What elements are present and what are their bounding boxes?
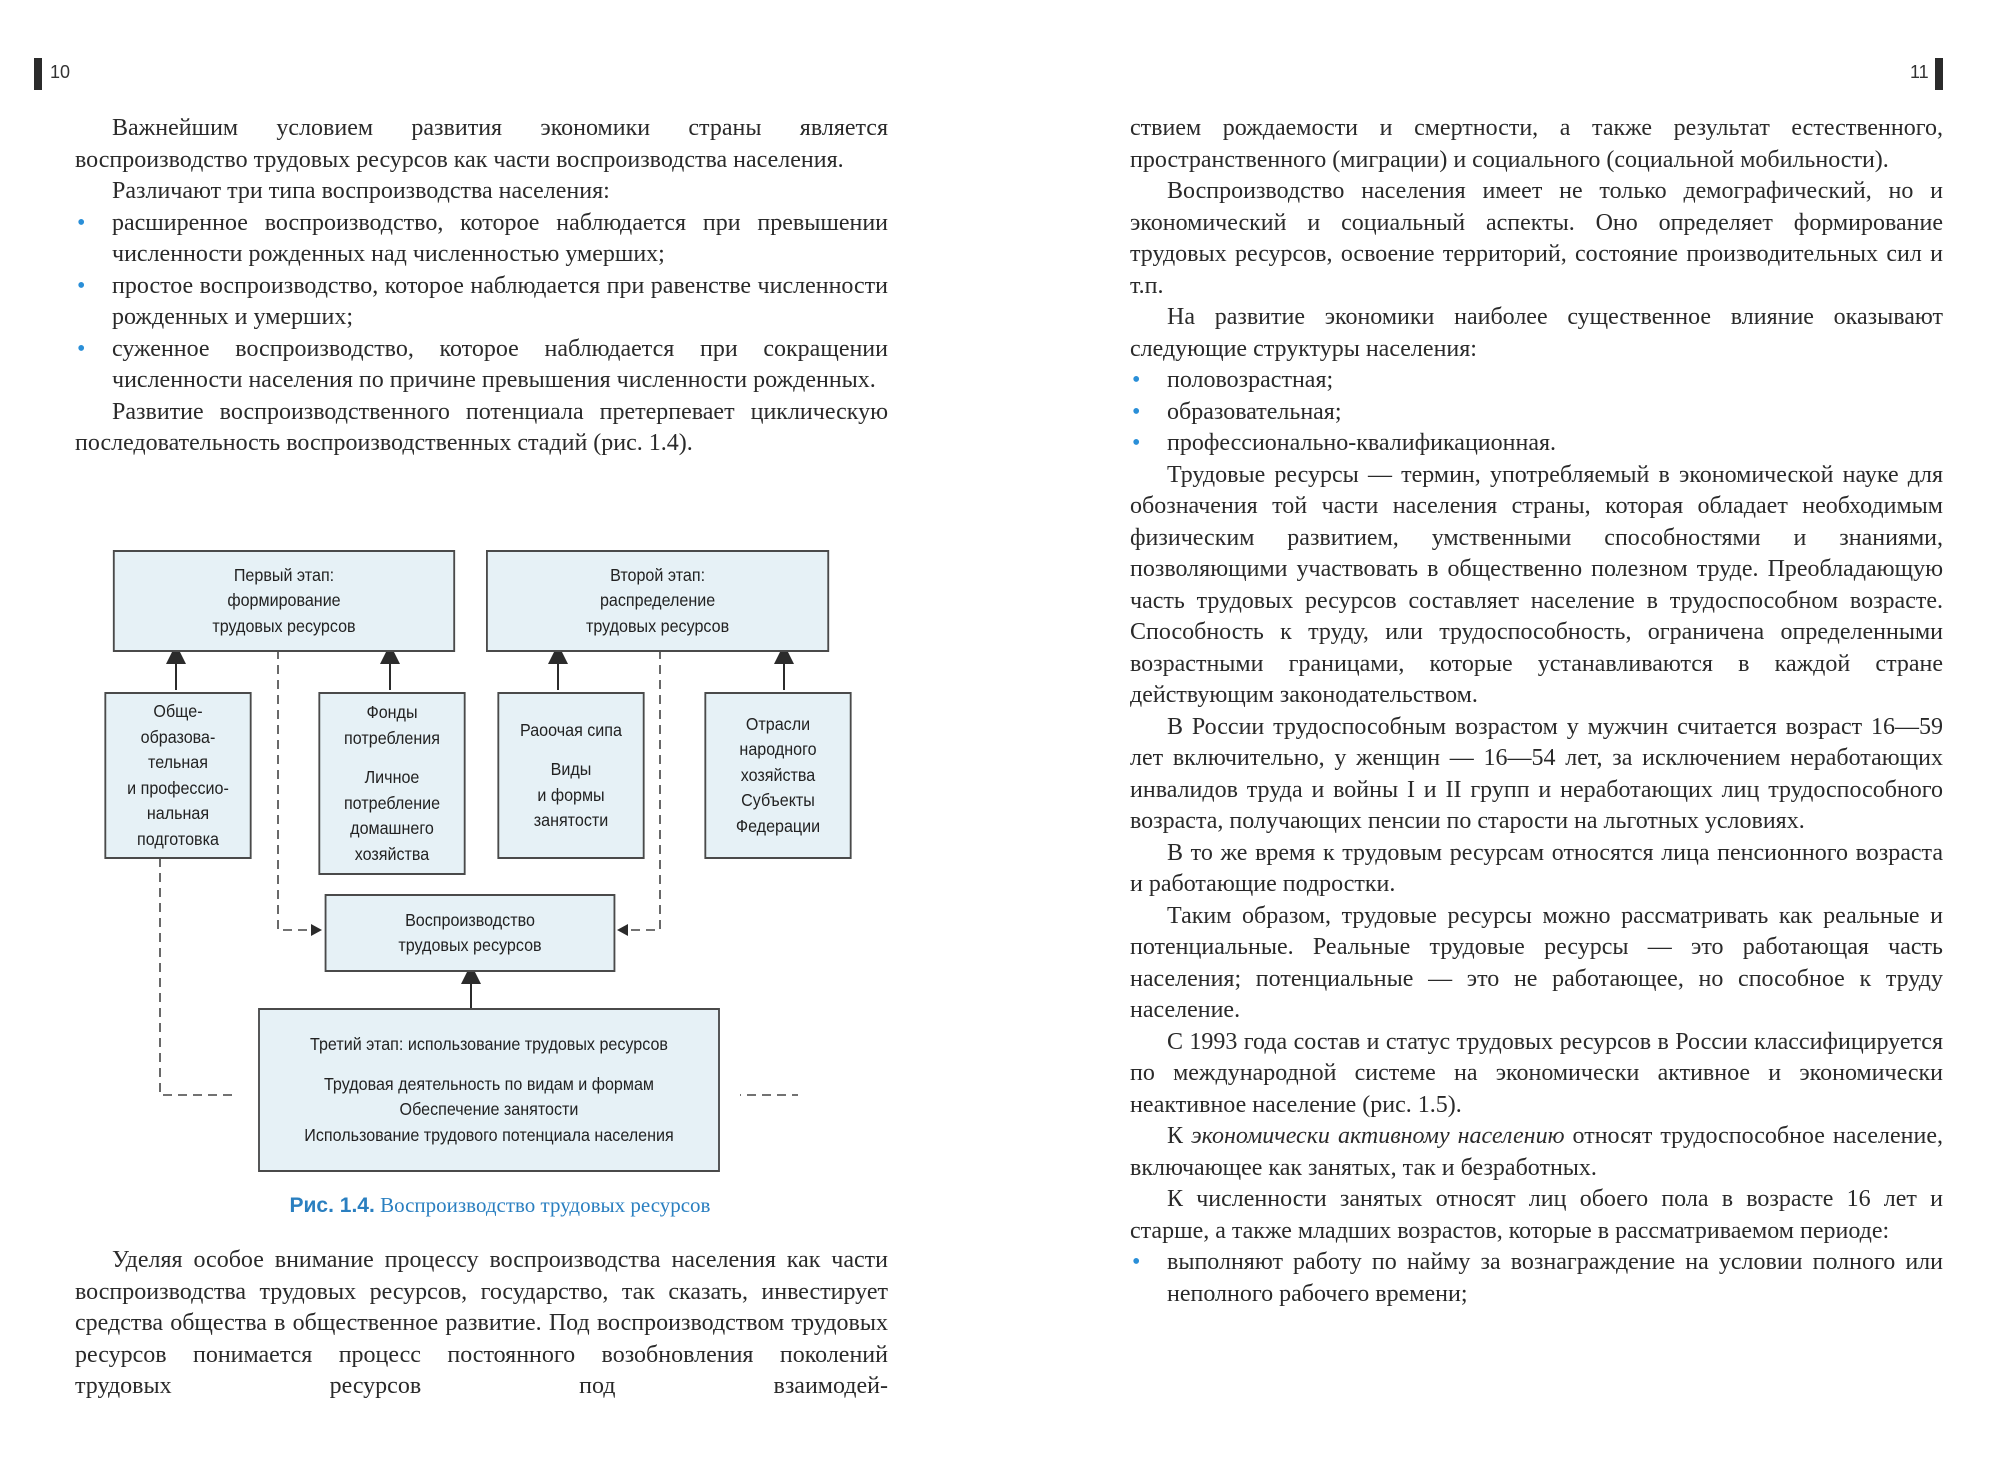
stage2-box — [486, 550, 829, 652]
page-marker-right — [1935, 58, 1943, 90]
list-item: • расширенное воспроизводство, которое наблюдается при превышении численности рожденных над численностью умерших; — [75, 208, 888, 271]
stage3-item: Использование трудового потенциала населения — [304, 1124, 674, 1145]
sectors-line: Отрасли — [745, 713, 811, 734]
consumption-line: хозяйства — [354, 843, 430, 864]
list-item: • простое воспроизводство, которое наблюдается при равенстве численности рожденных и умерших; — [75, 271, 888, 334]
p9-italic-term: экономически активному населению — [1191, 1123, 1565, 1149]
consumption-line: Личное — [364, 767, 420, 787]
types-list — [75, 208, 888, 397]
consumption-line: Фонды — [366, 702, 418, 722]
list-item: • профессионально-квалификационная. — [1130, 428, 1943, 460]
education-line: и профессио- — [127, 777, 229, 798]
employed-list — [1130, 1247, 1943, 1310]
sectors-line: Федерации — [735, 815, 821, 836]
stage3-item: Трудовая деятельность по видам и формам — [324, 1073, 654, 1094]
list-item: • половозрастная; — [1130, 365, 1943, 397]
reproduction-line: трудовых ресурсов — [398, 935, 542, 955]
education-line: подготовка — [137, 828, 219, 849]
sectors-box — [704, 692, 851, 859]
intro-paragraph: Важнейшим условием развития экономики страны является воспроизводство трудовых ресурсов как части воспроизводства населения. — [75, 115, 888, 173]
consumption-line: потребление — [343, 792, 441, 813]
caption-label: Рис. 1.4. — [289, 1194, 375, 1217]
education-box — [104, 692, 251, 859]
stage3-item: Обеспечение занятости — [399, 1099, 579, 1119]
sectors-line: хозяйства — [740, 764, 816, 785]
education-line: тельная — [148, 752, 208, 772]
paragraph: Таким образом, трудовые ресурсы можно рассматривать как реальные и потенциальные. Реальные трудовые ресурсы — это работающая часть населения; потенциальные — это не работающее, но способное к труду население. — [1130, 902, 1943, 1023]
labor-line: занятости — [533, 810, 609, 830]
cycle-paragraph: Развитие воспроизводственного потенциала претерпевает циклическую последовательность воспроизводственных стадий (рис. 1.4). — [75, 398, 888, 456]
paragraph: Трудовые ресурсы — термин, употребляемый в экономической науке для обозначения той части населения страны, которая обладает необходимым физическим развитием, умственными способностями и знаниями, позволяющими участвовать в общественно полезном труде. Преобладающую часть трудовых ресурсов составляет население в трудоспособном возрасте. Способность к труду, или трудоспособность, ограничена определенными возрастными границами, которые устанавливаются в каждой стране действующим законодательством. — [1130, 461, 1943, 708]
left-text-bottom — [75, 1245, 888, 1403]
figure-caption — [0, 1193, 1000, 1218]
labor-line: Виды — [550, 759, 592, 779]
labor-line: Раоочая сипа — [520, 719, 622, 740]
list-item: • суженное воспроизводство, которое наблюдается при сокращении численности населения по причине превышения численности рожденных. — [75, 334, 888, 397]
dashed-education-to-stage3 — [160, 858, 238, 1095]
education-line: образова- — [140, 726, 216, 747]
paragraph: В то же время к трудовым ресурсам относятся лица пенсионного возраста и работающие подростки. — [1130, 839, 1943, 897]
reproduction-line: Воспроизводство — [405, 909, 535, 930]
education-line: Обще- — [153, 701, 203, 721]
page-number-left: 10 — [50, 62, 71, 82]
labor-line: и формы — [537, 784, 605, 805]
paragraph: С 1993 года состав и статус трудовых ресурсов в России классифицируется по международной системе на экономически активное и экономически неактивное население (рис. 1.5). — [1130, 1028, 1943, 1118]
stage2-line: Второй этап: — [610, 564, 706, 585]
consumption-line: потребления — [344, 727, 440, 748]
paragraph: На развитие экономики наиболее существенное влияние оказывают следующие структуры населения: — [1130, 304, 1943, 362]
reproduction-diagram — [98, 550, 821, 1175]
paragraph: В России трудоспособным возрастом у мужчин считается возраст 16—59 лет включительно, у женщин — 16—54 лет, за исключением неработающих инвалидов труда и войны I и II групп и неработающих лиц трудоспособного возраста, получающих пенсии по старости на льготных условиях. — [1130, 713, 1943, 834]
stage3-title: Третий этап: использование трудовых ресурсов — [310, 1034, 668, 1054]
sectors-line: народного — [739, 739, 817, 760]
page-number-right: 11 — [1910, 62, 1929, 82]
stage2-line: трудовых ресурсов — [585, 615, 730, 636]
sectors-line: Субъекты — [741, 790, 815, 811]
consumption-box — [318, 692, 465, 875]
closing-paragraph: Уделяя особое внимание процессу воспроизводства населения как части воспроизводства трудовых ресурсов, государство, так сказать, инвестирует средства общества в общественное развитие. Под воспроизводством трудовых ресурсов понимается процесс постоянного возобновления поколений трудовых ресурсов под взаимодей- — [75, 1247, 888, 1399]
types-lead: Различают три типа воспроизводства населения: — [112, 178, 610, 204]
labor-box — [497, 692, 644, 859]
paragraph: К численности занятых относят лиц обоего пола в возрасте 16 лет и старше, а также младших возрастов, которые в рассматриваемом периоде: — [1130, 1186, 1943, 1244]
stage1-line: формирование — [227, 590, 341, 611]
p9-post: относят трудоспособное население, включающее как занятых, так и безработных. — [1130, 1123, 1943, 1181]
list-item: • образовательная; — [1130, 397, 1943, 429]
education-line: нальная — [146, 803, 210, 823]
stage1-line: трудовых ресурсов — [212, 615, 356, 636]
reproduction-box — [325, 894, 616, 972]
left-text-top — [75, 113, 888, 460]
paragraph — [1130, 1121, 1943, 1184]
right-text — [1130, 113, 1943, 1310]
stage1-line: Первый этап: — [233, 564, 335, 585]
stage3-box — [258, 1008, 720, 1172]
page-marker-left — [34, 58, 42, 90]
dashed-stage1-to-reproduction — [278, 650, 311, 930]
list-item: • выполняют работу по найму за вознаграждение на условии полного или неполного рабочего времени; — [1130, 1247, 1943, 1310]
dashed-sectors-to-stage3 — [740, 858, 798, 1095]
stage1-box — [113, 550, 455, 652]
structures-list — [1130, 365, 1943, 460]
paragraph: Воспроизводство населения имеет не только демографический, но и экономический и социальный аспекты. Оно определяет формирование трудовых ресурсов, освоение территорий, состояние производительных сил и т.п. — [1130, 178, 1943, 299]
right-page — [1000, 0, 2000, 1473]
consumption-line: домашнего — [350, 818, 434, 838]
caption-text: Воспроизводство трудовых ресурсов — [380, 1193, 711, 1217]
continuation-paragraph: ствием рождаемости и смертности, а также результат естественного, пространственного (миграции) и социального (социальной мобильности). — [1130, 115, 1943, 173]
stage2-line: распределение — [599, 590, 716, 611]
p9-pre: К — [1167, 1123, 1184, 1149]
